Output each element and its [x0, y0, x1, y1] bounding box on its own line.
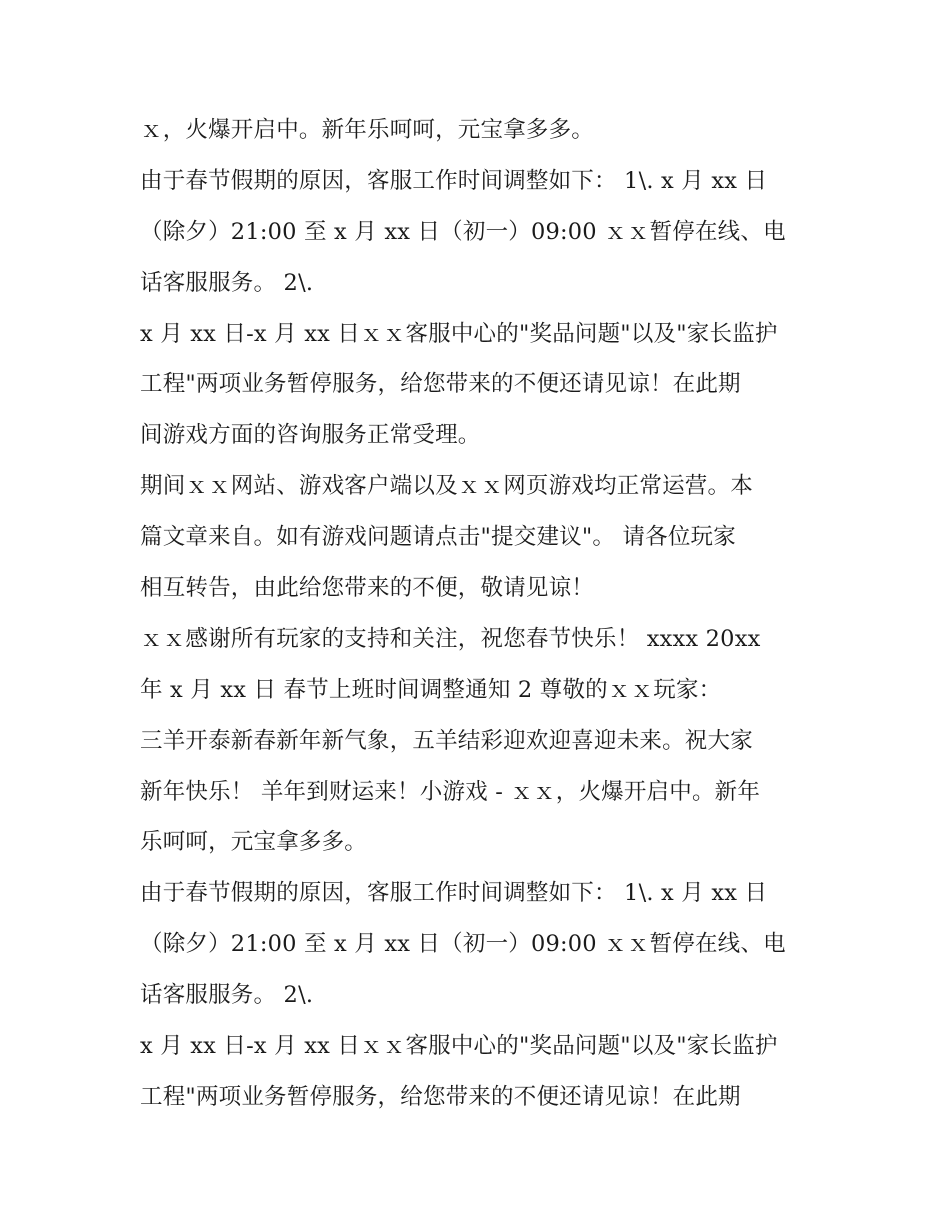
- text-line: （除夕）21:00 至 x 月 xx 日（初一）09:00 ｘｘ暂停在线、电: [140, 218, 786, 245]
- text-line: 工程"两项业务暂停服务，给您带来的不便还请见谅！在此期: [140, 371, 741, 398]
- text-line: 乐呵呵，元宝拿多多。: [140, 829, 368, 856]
- text-line: ｘｘ感谢所有玩家的支持和关注，祝您春节快乐！ xxxx 20xx: [140, 625, 761, 652]
- document-body: [140, 105, 840, 1123]
- text-line: 由于春节假期的原因，客服工作时间调整如下： 1\. x 月 xx 日: [140, 167, 768, 194]
- text-line: 间游戏方面的咨询服务正常受理。: [140, 422, 481, 449]
- text-line: 新年快乐！ 羊年到财运来！小游戏 - ｘｘ，火爆开启中。新年: [140, 778, 761, 805]
- text-line: 相互转告，由此给您带来的不便，敬请见谅！: [140, 575, 595, 602]
- text-line: 话客服服务。 2\.: [140, 269, 314, 296]
- text-line: 篇文章来自。如有游戏问题请点击"提交建议"。 请各位玩家: [140, 524, 736, 551]
- text-line: 年 x 月 xx 日 春节上班时间调整通知 2 尊敬的ｘｘ玩家：: [140, 676, 722, 703]
- text-line: 期间ｘｘ网站、游戏客户端以及ｘｘ网页游戏均正常运营。本: [140, 473, 753, 500]
- text-line: ｘ，火爆开启中。新年乐呵呵，元宝拿多多。: [140, 117, 595, 143]
- text-line: x 月 xx 日-x 月 xx 日ｘｘ客服中心的"奖品问题"以及"家长监护: [140, 320, 778, 347]
- text-line: 三羊开泰新春新年新气象，五羊结彩迎欢迎喜迎未来。祝大家: [140, 727, 753, 754]
- text-line: x 月 xx 日-x 月 xx 日ｘｘ客服中心的"奖品问题"以及"家长监护: [140, 1033, 778, 1060]
- text-line: （除夕）21:00 至 x 月 xx 日（初一）09:00 ｘｘ暂停在线、电: [140, 931, 786, 958]
- text-line: 由于春节假期的原因，客服工作时间调整如下： 1\. x 月 xx 日: [140, 880, 768, 907]
- text-line: 工程"两项业务暂停服务，给您带来的不便还请见谅！在此期: [140, 1083, 741, 1110]
- text-line: 话客服服务。 2\.: [140, 982, 314, 1009]
